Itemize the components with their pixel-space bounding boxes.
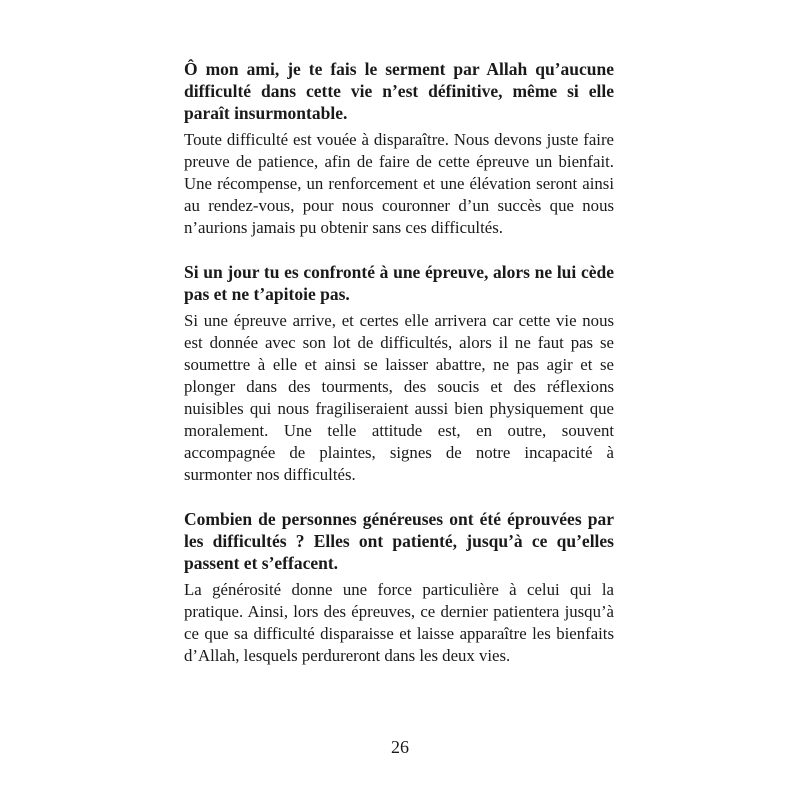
section-body: La générosité donne une force particulière à celui qui la pratique. Ainsi, lors des épreuves, ce dernier patientera jusqu’à ce que sa difficulté disparaisse et laisse apparaître les bienfaits d’Allah, lesquels perdureront dans les deux vies. — [184, 580, 614, 665]
section-heading: Combien de personnes généreuses ont été éprouvées par les difficultés ? Elles ont patienté, jusqu’à ce qu’elles passent et s’effacent. — [184, 509, 614, 573]
section-1 — [184, 58, 614, 239]
section-body: Toute difficulté est vouée à disparaître. Nous devons juste faire preuve de patience, afin de faire de cette épreuve un bienfait. Une récompense, un renforcement et une élévation seront ainsi au rendez-vous, pour nous couronner d’un succès que nous n’aurions jamais pu obtenir sans ces difficultés. — [184, 130, 614, 237]
section-2 — [184, 261, 614, 486]
section-body: Si une épreuve arrive, et certes elle arrivera car cette vie nous est donnée avec son lot de difficultés, alors il ne faut pas se soumettre à elle et ainsi se laisser abattre, ne pas agir et se plonger dans des tourments, des soucis et des réflexions nuisibles qui nous fragiliseraient aussi bien physiquement que moralement. Une telle attitude est, en outre, souvent accompagnée de plaintes, signes de notre incapacité à surmonter nos difficultés. — [184, 311, 614, 484]
page-content — [184, 58, 614, 689]
page-number: 26 — [391, 737, 409, 757]
section-3 — [184, 508, 614, 667]
section-heading: Ô mon ami, je te fais le serment par Allah qu’aucune difficulté dans cette vie n’est définitive, même si elle paraît insurmontable. — [184, 59, 614, 123]
section-heading: Si un jour tu es confronté à une épreuve, alors ne lui cède pas et ne t’apitoie pas. — [184, 262, 614, 304]
